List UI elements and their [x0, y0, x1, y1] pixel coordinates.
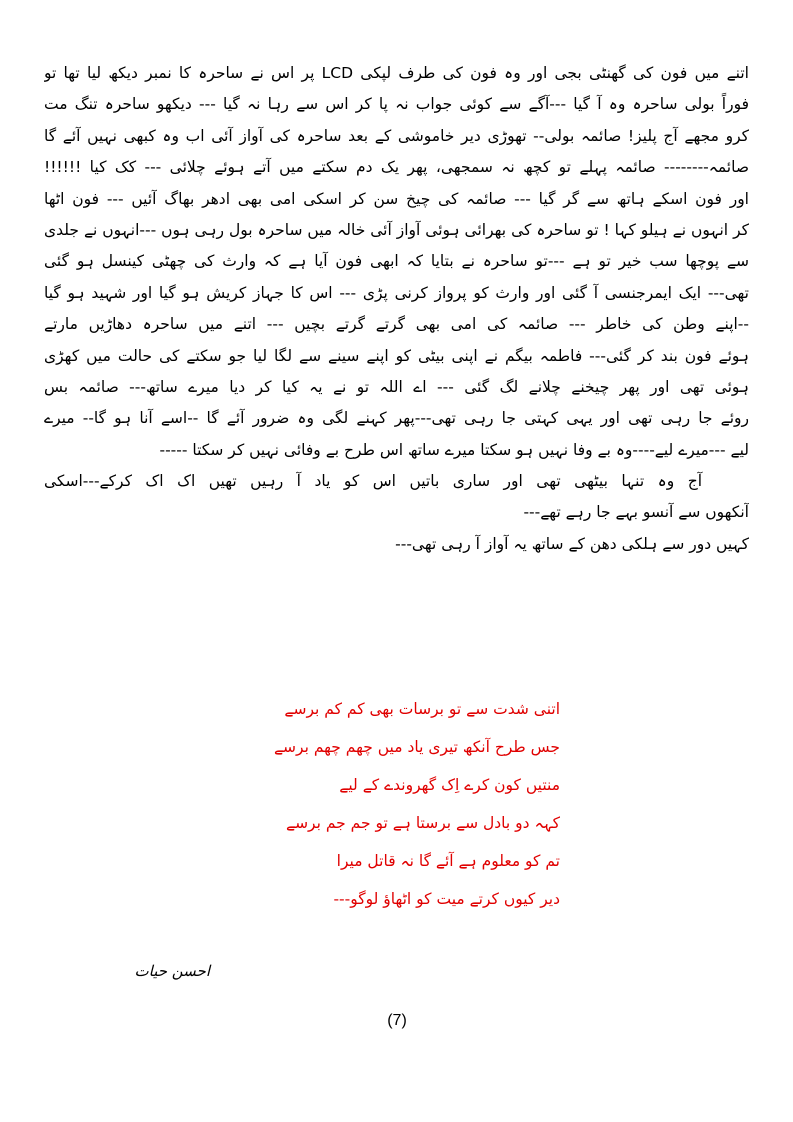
story-line: ہوئی تھی اور پھر چیخنے چلانے لگ گئی --- اے اللہ تو نے یہ کیا کر دیا میرے ساتھ--- صائمہ بس: [44, 377, 749, 396]
story-line: سے پوچھا سب خیر تو ہے ---تو ساحرہ نے بتایا کہ ابھی فون آیا ہے کہ وارث کی چھٹی کینسل ہو گئی: [44, 252, 749, 271]
story-line: روئے جا رہی تھی اور یہی کہتی جا رہی تھی---پھر کہنے لگی وہ ضرور آئے گا --اسے آنا ہو گا-- میرے: [44, 409, 749, 428]
story-line: آنکھوں سے آنسو بہے جا رہے تھے---: [523, 503, 749, 522]
poem-verse: جس طرح آنکھ تیری یاد میں چھم چھم برسے: [273, 738, 560, 756]
story-line: کہیں دور سے ہلکی دھن کے ساتھ یہ آواز آ رہی تھی---: [395, 534, 749, 553]
poem-verses: [230, 690, 560, 918]
poem-verse: تم کو معلوم ہے آئے گا نہ قاتل میرا: [336, 852, 560, 870]
story-line: اور فون اسکے ہاتھ سے گر گیا --- صائمہ کی چیخ سن کر اسکی امی بھی ادھر بھاگ آئیں --- فون اٹھا: [44, 189, 749, 208]
poem-verse: منتیں کون کرے اِک گھروندے کے لیے: [339, 776, 560, 794]
poem-verse: دیر کیوں کرتے میت کو اٹھاؤ لوگو---: [333, 890, 560, 908]
poem-verse: اتنی شدت سے تو برسات بھی کم کم برسے: [284, 700, 560, 718]
page-number: (7): [387, 1012, 407, 1029]
story-line: ہوئے فون بند کر گئی--- فاطمہ بیگم نے اپنی بیٹی کو اپنے سینے سے لگا لیا جو سکتے کی حالت میں کھڑی: [44, 346, 749, 365]
story-text: [44, 58, 749, 560]
story-line: کر انہوں نے ہیلو کہا ! تو ساحرہ کی بھرائی ہوئی آواز آئی خالہ میں ساحرہ بول رہی ہوں ---انہوں نے جلدی: [44, 220, 749, 239]
poem-verse: کہہ دو بادل سے برستا ہے تو جم جم برسے: [285, 814, 560, 832]
story-line: فوراً بولی ساحرہ وہ آ گیا ---آگے سے کوئی جواب نہ پا کر اس سے رہا نہ گیا --- دیکھو ساحرہ تنگ مت: [44, 95, 749, 114]
story-line: لیے ---میرے لیے----وہ بے وفا نہیں ہو سکتا میرے ساتھ اس طرح بے وفائی نہیں کر سکتا -----: [159, 440, 749, 459]
story-line: آج وہ تنہا بیٹھی تھی اور ساری باتیں اس کو یاد آ رہیں تھیں اک اک کرکے---اسکی: [44, 472, 702, 491]
story-line: --اپنے وطن کی خاطر --- صائمہ کی امی بھی گرتے گرتے بچیں --- اتنے میں ساحرہ دھاڑیں مارتے: [44, 315, 749, 334]
author-signature: احسن حیات: [134, 962, 210, 980]
story-line: تھی--- ایک ایمرجنسی آ گئی اور وارث کو پرواز کرنی پڑی --- اس کا جہاز کریش ہو گیا اور شہید ہو گیا: [44, 283, 749, 302]
story-line: صائمہ-------- صائمہ پہلے تو کچھ نہ سمجھی، پھر یک دم سکتے میں آتے ہوئے چلائی --- کک کیا !!!!!!: [44, 158, 749, 177]
story-line: اتنے میں فون کی گھنٹی بجی اور وہ فون کی طرف لپکی LCD پر اس نے ساحرہ کا نمبر دیکھ لیا تھا تو: [44, 64, 749, 82]
story-line: کرو مجھے آج پلیز! صائمہ بولی-- تھوڑی دیر خاموشی کے بعد ساحرہ کی آواز آئی اب وہ کبھی نہیں آئے گا: [44, 126, 749, 145]
